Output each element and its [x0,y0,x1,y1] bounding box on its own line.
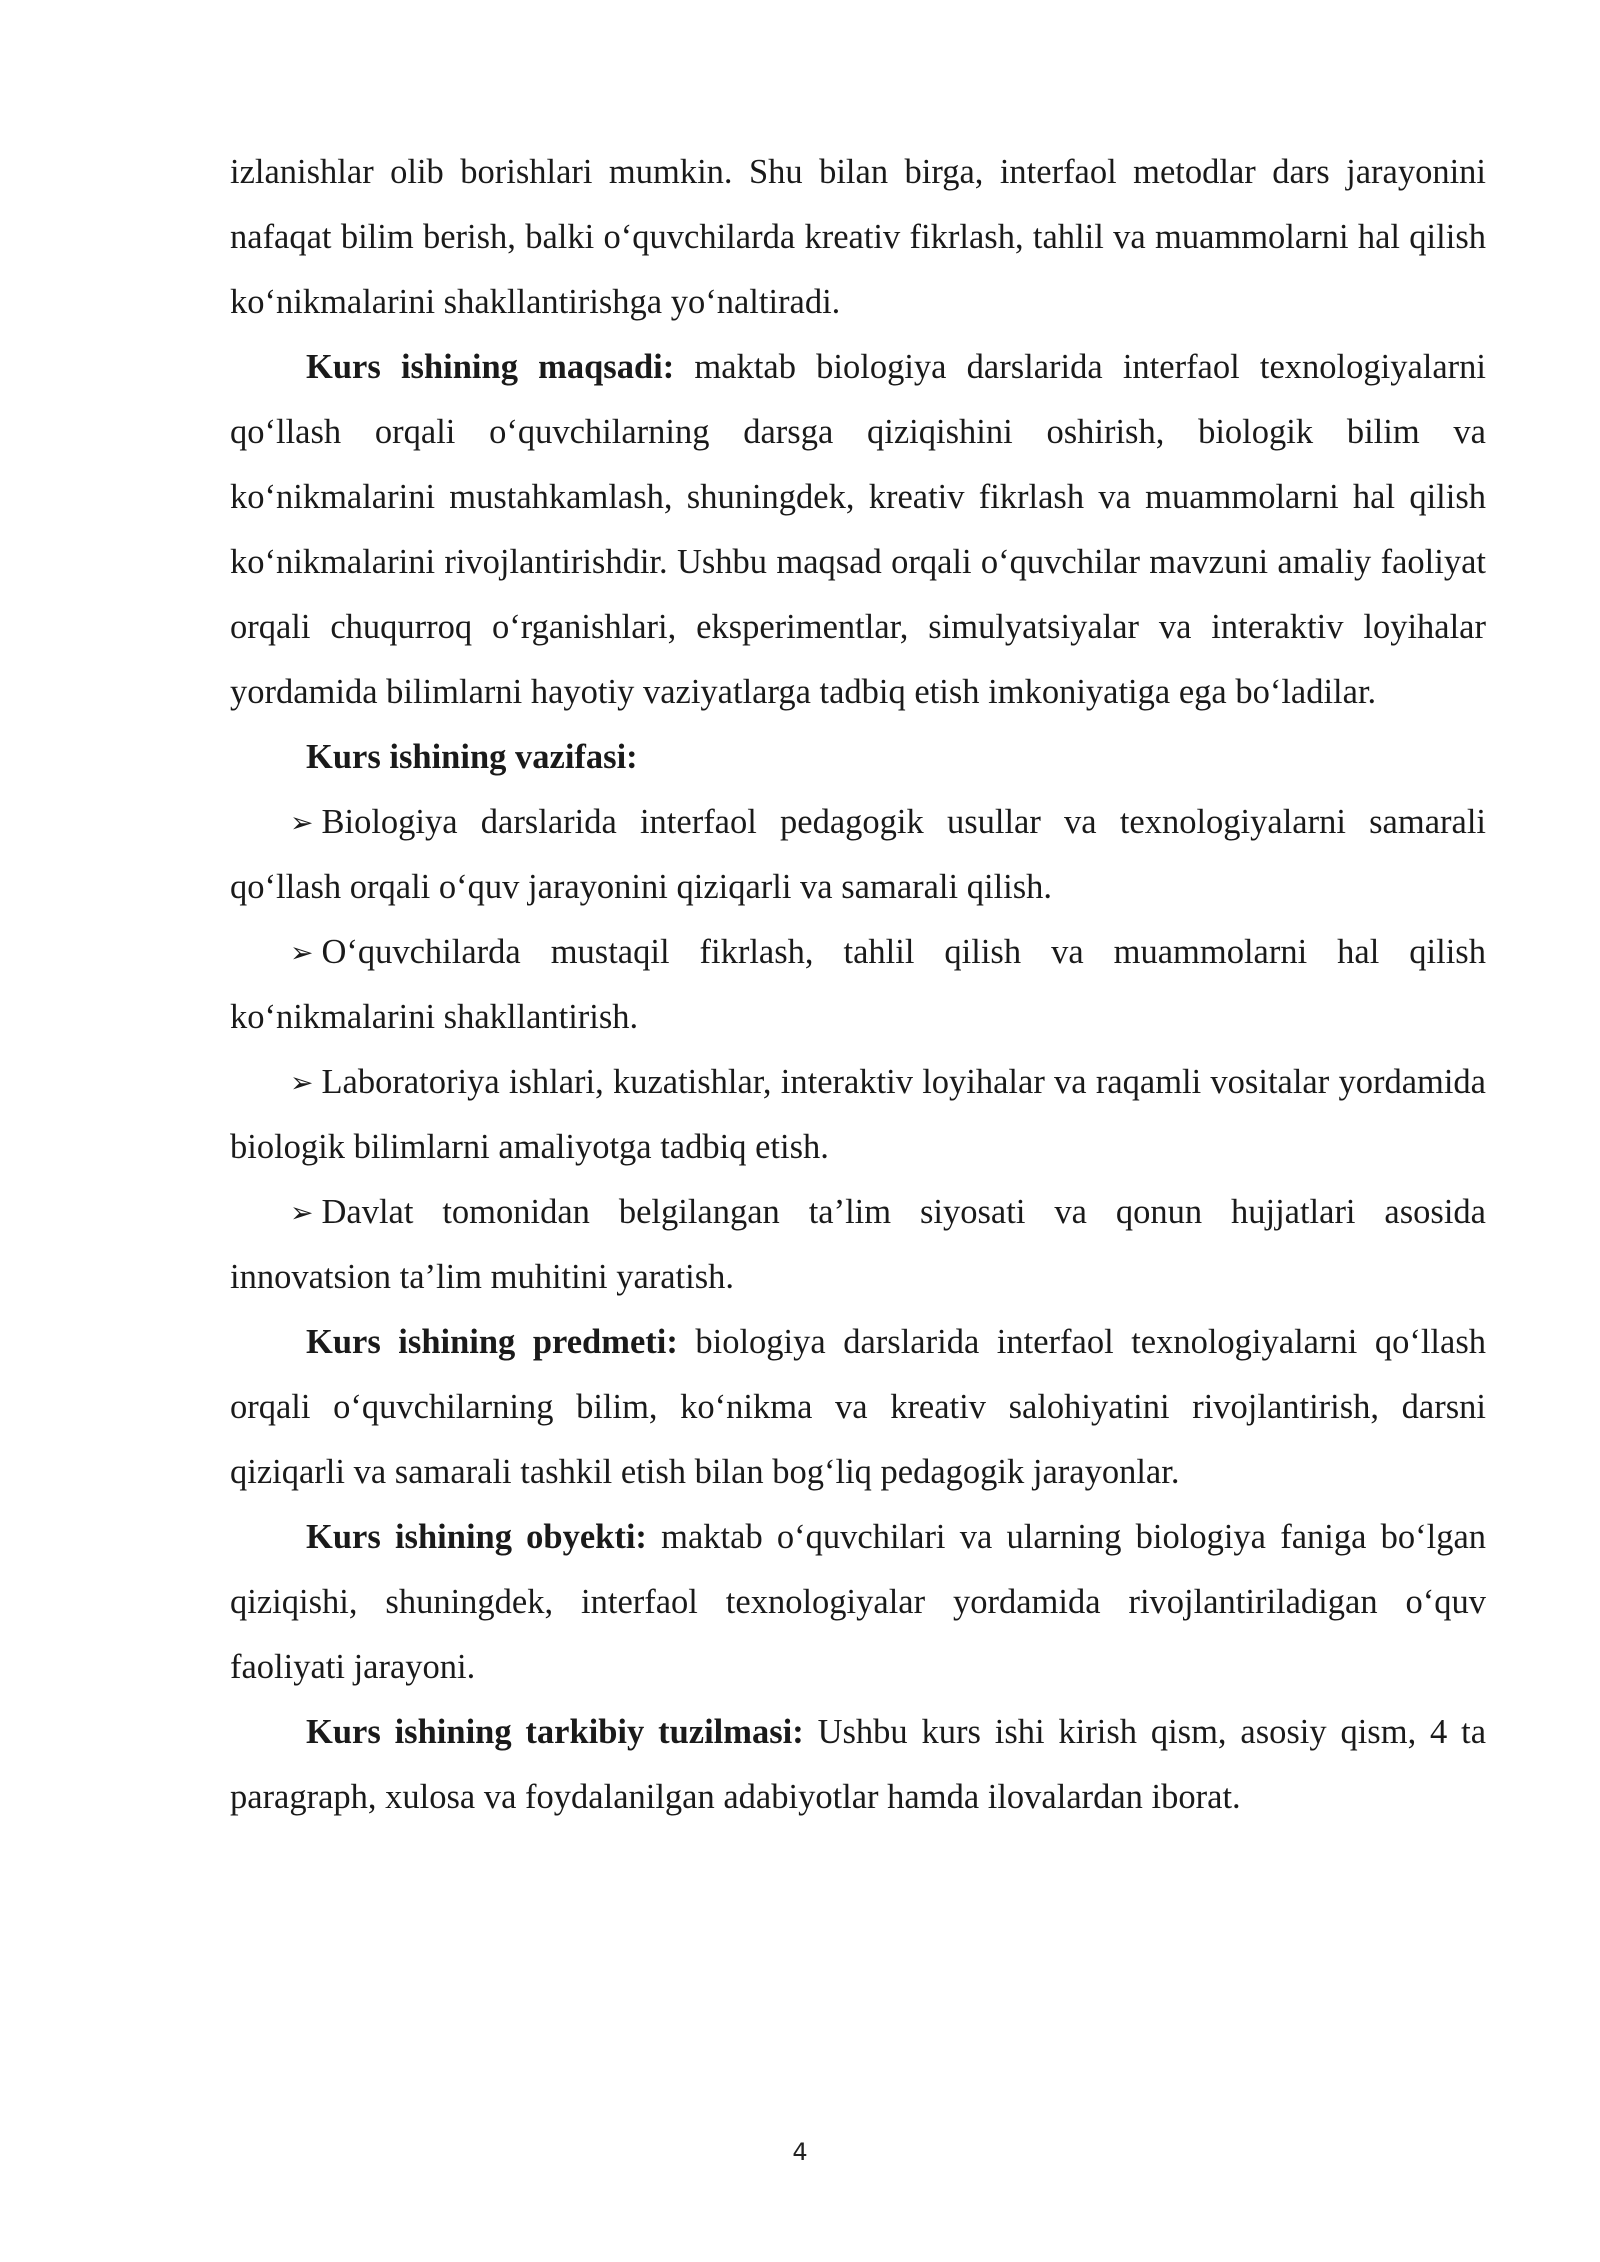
predmet-heading: Kurs ishining predmeti: [306,1323,678,1361]
document-page [230,140,1486,1830]
paragraph-predmet [230,1310,1486,1505]
arrow-bullet-icon: ➢ [290,936,314,969]
page-number: 4 [792,2138,808,2166]
paragraph-obyekt [230,1505,1486,1700]
obyekt-heading: Kurs ishining obyekti: [306,1518,647,1556]
bullet-item-2 [230,920,1486,1050]
maqsad-heading: Kurs ishining maqsadi: [306,348,675,386]
arrow-bullet-icon: ➢ [290,806,314,839]
bullet-text-3: Laboratoriya ishlari, kuzatishlar, interaktiv loyihalar va raqamli vositalar yordamida biologik bilimlarni amaliyotga tadbiq etish. [230,1063,1486,1166]
tarkib-heading: Kurs ishining tarkibiy tuzilmasi: [306,1713,804,1751]
tarkib-text: Ushbu kurs ishi kirish qism, asosiy qism, 4 ta paragraph, xulosa va foydalanilgan adabiyotlar hamda ilovalardan iborat. [230,1713,1487,1816]
bullet-text-4: Davlat tomonidan belgilangan ta’lim siyosati va qonun hujjatlari asosida innovatsion ta’lim muhitini yaratish. [230,1193,1486,1296]
bullet-text-2: O‘quvchilarda mustaqil fikrlash, tahlil qilish va muammolarni hal qilish ko‘nikmalarini shakllantirish. [230,933,1486,1036]
paragraph-maqsad [230,335,1486,725]
paragraph-vazifa [230,725,1486,790]
paragraph-tarkib [230,1700,1486,1830]
bullet-item-1 [230,790,1486,920]
maqsad-text: maktab biologiya darslarida interfaol texnologiyalarni qo‘llash orqali o‘quvchilarning darsga qiziqishini oshirish, biologik bilim va ko‘nikmalarini mustahkamlash, shuningdek, kreativ fikrlash va muammolarni hal qilish ko‘nikmalarini rivojlantirishdir. Ushbu maqsad orqali o‘quvchilar mavzuni amaliy faoliyat orqali chuqurroq o‘rganishlari, eksperimentlar, simulyatsiyalar va interaktiv loyihalar yordamida bilimlarni hayotiy vaziyatlarga tadbiq etish imkoniyatiga ega bo‘ladilar. [230,348,1486,711]
predmet-text: biologiya darslarida interfaol texnologiyalarni qo‘llash orqali o‘quvchilarning bilim, ko‘nikma va kreativ salohiyatini rivojlantirish, darsni qiziqarli va samarali tashkil etish bilan bog‘liq pedagogik jarayonlar. [230,1323,1486,1491]
bullet-item-4 [230,1180,1486,1310]
arrow-bullet-icon: ➢ [290,1066,314,1099]
vazifa-heading: Kurs ishining vazifasi: [306,738,638,776]
bullet-item-3 [230,1050,1486,1180]
bullet-text-1: Biologiya darslarida interfaol pedagogik usullar va texnologiyalarni samarali qo‘llash orqali o‘quv jarayonini qiziqarli va samarali qilish. [230,803,1486,906]
arrow-bullet-icon: ➢ [290,1196,314,1229]
obyekt-text: maktab o‘quvchilari va ularning biologiya faniga bo‘lgan qiziqishi, shuningdek, interfaol texnologiyalar yordamida rivojlantiriladigan o‘quv faoliyati jarayoni. [230,1518,1487,1686]
paragraph-intro-continuation: izlanishlar olib borishlari mumkin. Shu bilan birga, interfaol metodlar dars jarayonini nafaqat bilim berish, balki o‘quvchilarda kreativ fikrlash, tahlil va muammolarni hal qilish ko‘nikmalarini shakllantirishga yo‘naltiradi. [230,153,1486,321]
